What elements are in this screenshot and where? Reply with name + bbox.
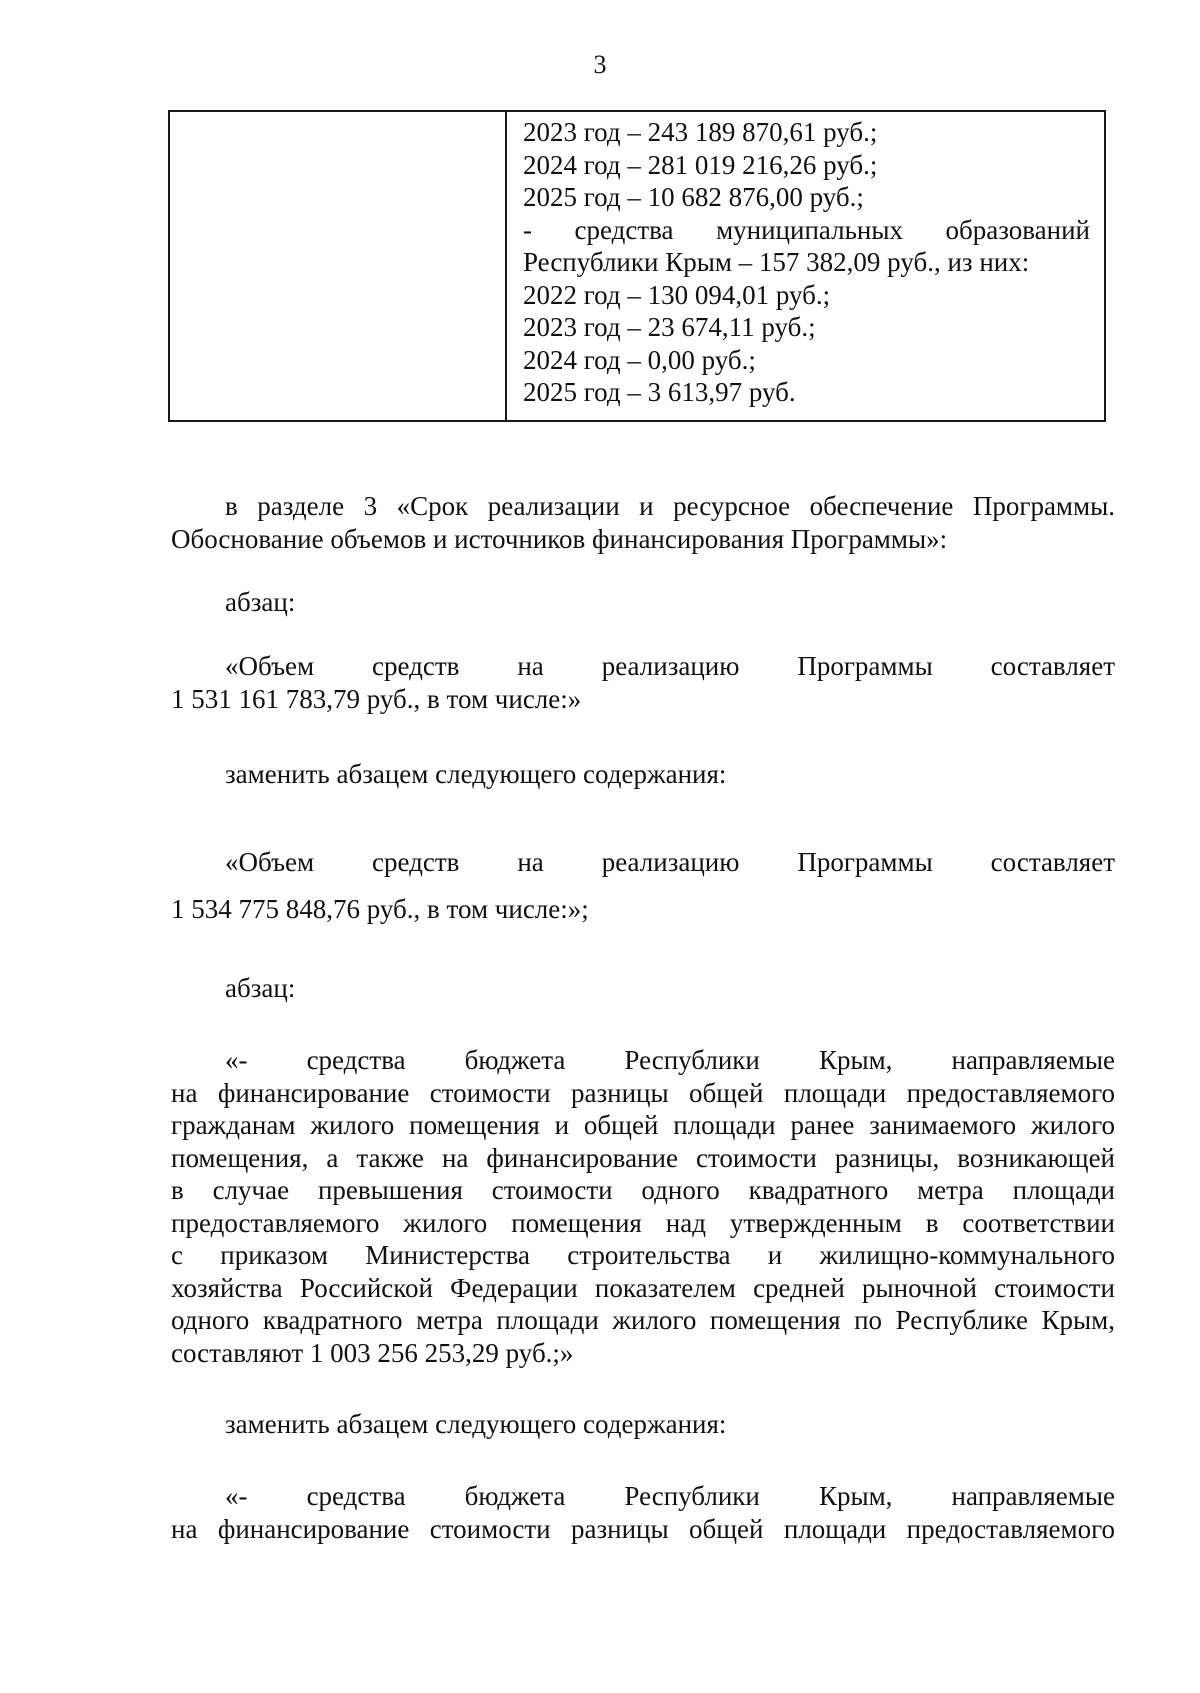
new-paragraph-1 — [171, 846, 1115, 925]
old-paragraph-2-line: гражданам жилого помещения и общей площади ранее занимаемого жилого — [171, 1110, 1115, 1140]
new-paragraph-1-line: «Объем средств на реализацию Программы составляет — [225, 847, 1115, 877]
old-paragraph-2-line: помещения, а также на финансирование стоимости разницы, возникающей — [171, 1142, 1115, 1173]
old-paragraph-2-line: составляют 1 003 256 253,29 руб.;» — [171, 1337, 574, 1368]
table-line: 2024 год – 0,00 руб.; — [523, 344, 756, 375]
old-paragraph-2-line: предоставляемого жилого помещения над утвержденным в соответствии — [171, 1207, 1115, 1238]
old-paragraph-1-line: «Объем средств на реализацию Программы составляет — [225, 651, 1115, 681]
table-line: Республики Крым – 157 382,09 руб., из них: — [523, 247, 1030, 277]
old-paragraph-2-line: «- средства бюджета Республики Крым, направляемые — [225, 1045, 1115, 1075]
old-paragraph-1 — [171, 650, 1115, 715]
section-intro — [171, 490, 1115, 555]
abzac-label: абзац: — [225, 587, 296, 617]
new-paragraph-1-line: 1 534 775 848,76 руб., в том числе:»; — [171, 893, 589, 924]
old-paragraph-2-line: одного квадратного метра площади жилого помещения по Республике Крым, — [171, 1305, 1115, 1335]
table-line: 2025 год – 3 613,97 руб. — [523, 377, 796, 407]
document-body — [171, 0, 1115, 1693]
old-paragraph-2-line: в случае превышения стоимости одного квадратного метра площади — [171, 1175, 1115, 1205]
old-paragraph-2-line: с приказом Министерства строительства и жилищно-коммунального — [171, 1240, 1115, 1270]
table-line: 2024 год – 281 019 216,26 руб.; — [523, 149, 878, 180]
abzac-label: абзац: — [225, 973, 296, 1003]
section-intro-line: Обоснование объемов и источников финансирования Программы»: — [171, 523, 948, 554]
table-line: 2025 год – 10 682 876,00 руб.; — [523, 182, 864, 212]
old-paragraph-2 — [171, 1044, 1115, 1369]
new-paragraph-2-line: «- средства бюджета Республики Крым, направляемые — [225, 1481, 1115, 1511]
table-line: 2022 год – 130 094,01 руб.; — [523, 279, 831, 310]
old-paragraph-1-line: 1 531 161 783,79 руб., в том числе:» — [171, 683, 582, 714]
new-paragraph-2 — [171, 1480, 1115, 1545]
old-paragraph-2-line: на финансирование стоимости разницы общей площади предоставляемого — [171, 1077, 1115, 1108]
new-paragraph-2-line: на финансирование стоимости разницы общей площади предоставляемого — [171, 1513, 1115, 1544]
replace-instruction: заменить абзацем следующего содержания: — [225, 759, 727, 789]
section-intro-line: в разделе 3 «Срок реализации и ресурсное обеспечение Программы. — [225, 491, 1115, 521]
replace-instruction: заменить абзацем следующего содержания: — [225, 1409, 727, 1439]
table-line: 2023 год – 23 674,11 руб.; — [523, 312, 816, 342]
table-line: - средства муниципальных образований — [523, 214, 1090, 245]
page-number: 3 — [593, 50, 607, 79]
table-line: 2023 год – 243 189 870,61 руб.; — [523, 117, 878, 147]
old-paragraph-2-line: хозяйства Российской Федерации показателем средней рыночной стоимости — [171, 1272, 1115, 1303]
